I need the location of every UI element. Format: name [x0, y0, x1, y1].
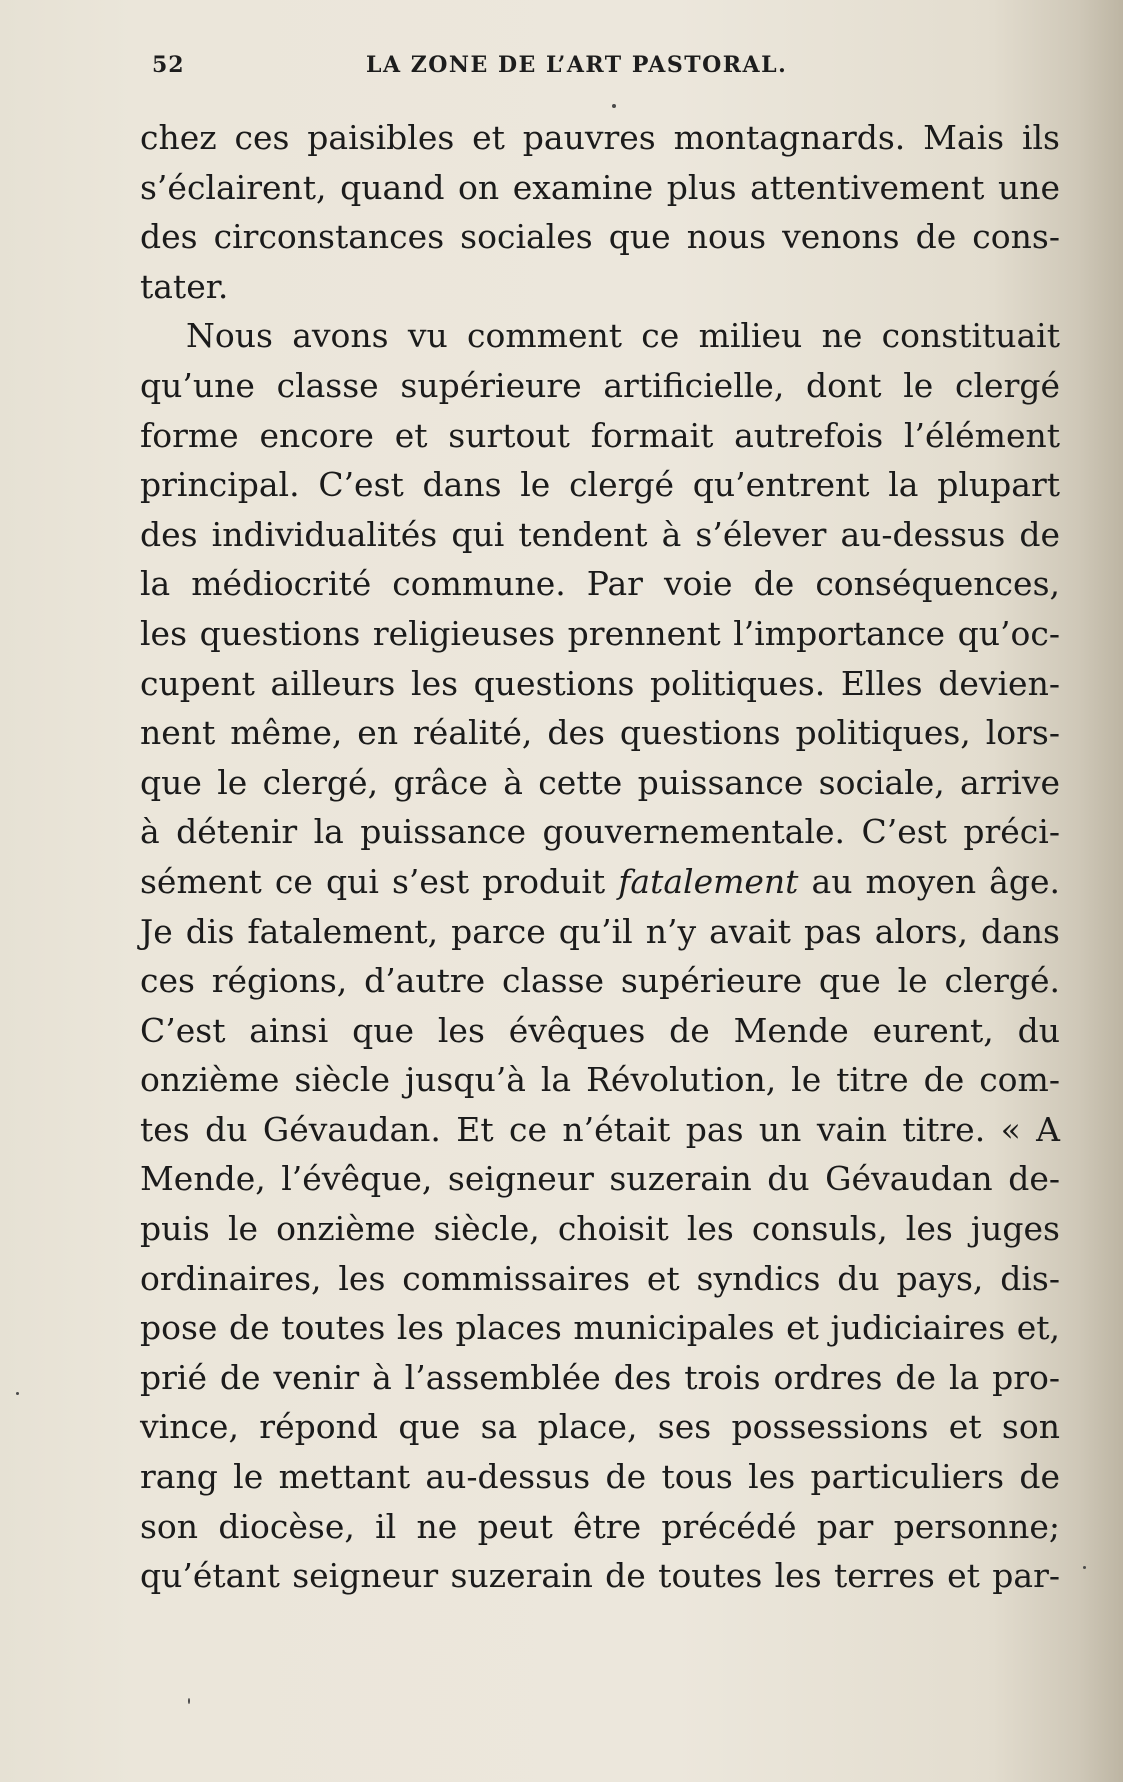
- text-line: vince, répond que sa place, ses possessions et son: [140, 1407, 1060, 1447]
- text-line: la médiocrité commune. Par voie de conséquences,: [140, 564, 1060, 604]
- text-line: les questions religieuses prennent l’importance qu’oc-: [140, 613, 1060, 653]
- text-line: rang le mettant au-dessus de tous les particuliers de: [140, 1457, 1060, 1497]
- text-line: prié de venir à l’assemblée des trois ordres de la pro-: [140, 1357, 1060, 1397]
- text-line: puis le onzième siècle, choisit les consuls, les juges: [140, 1209, 1060, 1249]
- text-line: C’est ainsi que les évêques de Mende eurent, du: [140, 1010, 1060, 1050]
- running-title: LA ZONE DE L’ART PASTORAL.: [366, 52, 788, 78]
- text-line: que le clergé, grâce à cette puissance sociale, arrive: [140, 762, 1060, 802]
- text-line: ces régions, d’autre classe supérieure que le clergé.: [140, 961, 1060, 1001]
- text-line: ordinaires, les commissaires et syndics du pays, dis-: [140, 1258, 1060, 1298]
- text-line: principal. C’est dans le clergé qu’entrent la plupart: [140, 465, 1060, 505]
- text-line: tater.: [140, 266, 229, 306]
- text-line: onzième siècle jusqu’à la Révolution, le titre de com-: [140, 1060, 1060, 1100]
- text-line: son diocèse, il ne peut être précédé par personne;: [140, 1506, 1060, 1546]
- ink-speck: [188, 1698, 190, 1704]
- text-line: qu’étant seigneur suzerain de toutes les terres et par-: [140, 1556, 1060, 1596]
- text-line: tes du Gévaudan. Et ce n’était pas un vain titre. « A: [140, 1109, 1060, 1149]
- line-segment: au moyen âge.: [798, 861, 1060, 901]
- text-line: des individualités qui tendent à s’élever au-dessus de: [140, 514, 1060, 554]
- body-text: [140, 113, 1060, 1601]
- text-line: nent même, en réalité, des questions politiques, lors-: [140, 713, 1060, 753]
- text-line-with-italic: [140, 857, 1060, 907]
- text-line: Mende, l’évêque, seigneur suzerain du Gévaudan de-: [140, 1159, 1060, 1199]
- text-line: s’éclairent, quand on examine plus attentivement une: [140, 167, 1060, 207]
- text-line: cupent ailleurs les questions politiques. Elles devien-: [140, 663, 1060, 703]
- ink-speck: [612, 104, 616, 108]
- text-line: pose de toutes les places municipales et judiciaires et,: [140, 1308, 1060, 1348]
- ink-speck: [1083, 1566, 1086, 1569]
- text-line: Je dis fatalement, parce qu’il n’y avait pas alors, dans: [140, 911, 1060, 951]
- page-header: [152, 48, 1052, 88]
- page-number: 52: [152, 52, 185, 78]
- text-line: Nous avons vu comment ce milieu ne constituait: [186, 316, 1060, 356]
- ink-speck: [16, 1392, 19, 1395]
- text-line: des circonstances sociales que nous venons de cons-: [140, 217, 1060, 257]
- text-line: à détenir la puissance gouvernementale. C’est préci-: [140, 812, 1060, 852]
- text-line: chez ces paisibles et pauvres montagnards. Mais ils: [140, 118, 1060, 157]
- line-segment: sément ce qui s’est produit: [140, 861, 619, 901]
- italic-word: fatalement: [618, 861, 799, 901]
- text-line: qu’une classe supérieure artificielle, dont le clergé: [140, 365, 1060, 405]
- text-line: forme encore et surtout formait autrefois l’élément: [140, 415, 1060, 455]
